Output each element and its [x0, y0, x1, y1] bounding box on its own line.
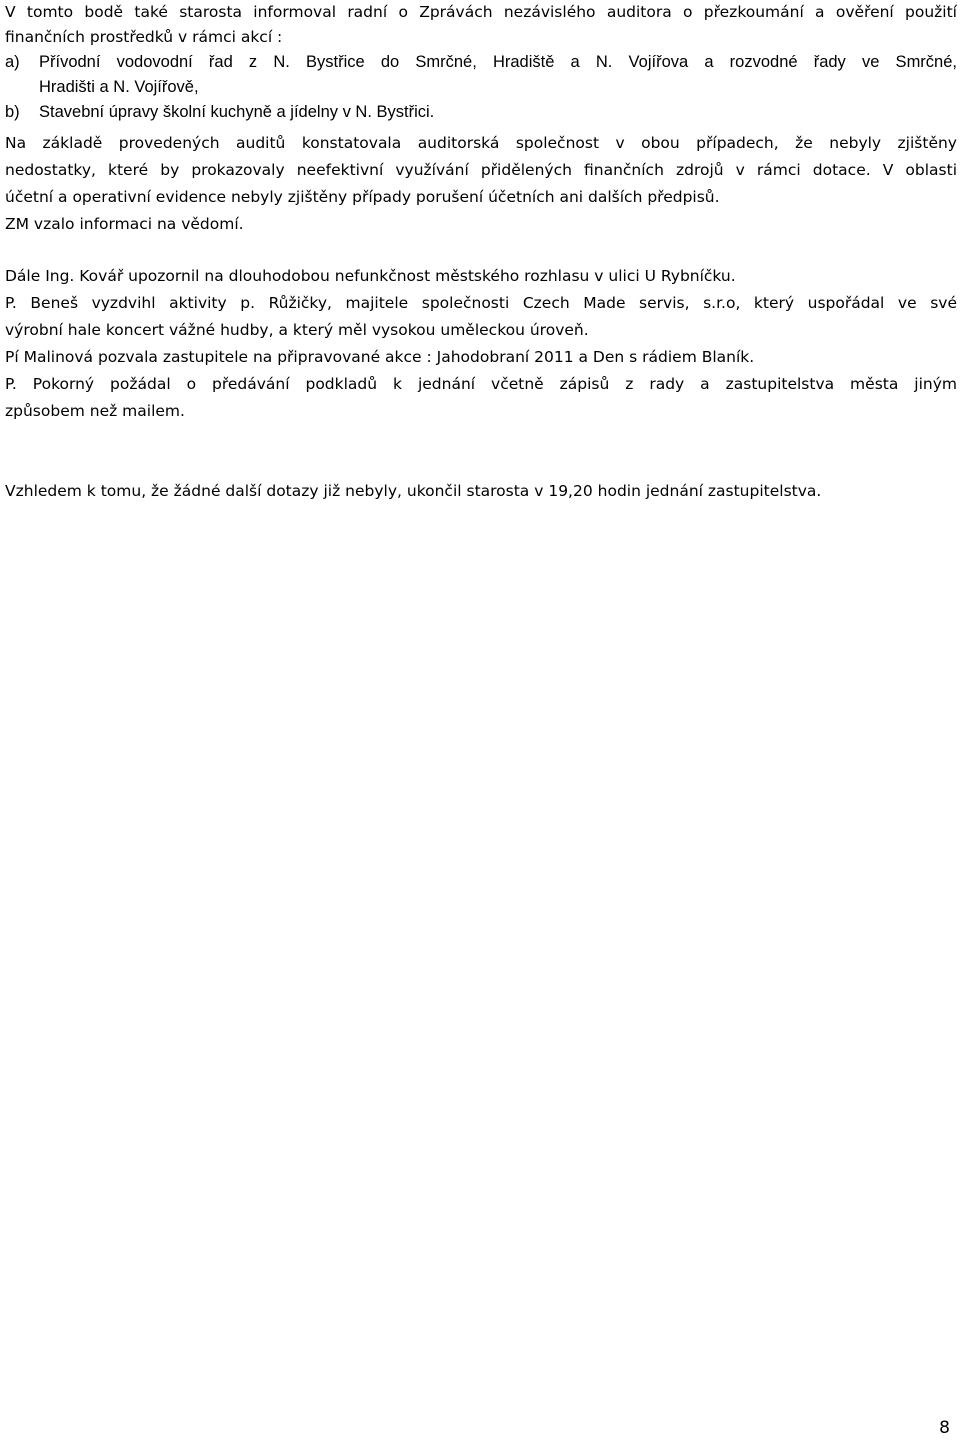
benes-line-1: P. Beneš vyzdvihl aktivity p. Růžičky, majitele společnosti Czech Made servis, s.r.o, který uspořádal ve své	[5, 294, 957, 312]
audit-line-1: Na základě provedených auditů konstatovala auditorská společnost v obou případech, že nebyly zjištěny	[5, 134, 957, 152]
closing-paragraph: Vzhledem k tomu, že žádné další dotazy již nebyly, ukončil starosta v 19,20 hodin jednání zastupitelstva.	[5, 482, 822, 500]
list-item-a-line-1: Přívodní vodovodní řad z N. Bystřice do Smrčné, Hradiště a N. Vojířova a rozvodné řady ve Smrčné,	[39, 53, 957, 71]
list-marker-b: b)	[5, 103, 20, 121]
list-item-b: Stavební úpravy školní kuchyně a jídelny v N. Bystřici.	[39, 103, 435, 121]
benes-line-2: výrobní hale koncert vážné hudby, a který měl vysokou uměleckou úroveň.	[5, 321, 589, 339]
audit-line-4: ZM vzalo informaci na vědomí.	[5, 215, 244, 233]
list-marker-a: a)	[5, 53, 20, 71]
pokorny-line-2: způsobem než mailem.	[5, 402, 185, 420]
list-item-a-line-2: Hradišti a N. Vojířově,	[39, 78, 199, 96]
malinova-paragraph: Pí Malinová pozvala zastupitele na připravované akce : Jahodobraní 2011 a Den s rádiem Blaník.	[5, 348, 755, 366]
page-number: 8	[939, 1418, 950, 1438]
kovar-paragraph: Dále Ing. Kovář upozornil na dlouhodobou nefunkčnost městského rozhlasu v ulici U Rybníčku.	[5, 267, 736, 285]
intro-line-1: V tomto bodě také starosta informoval radní o Zprávách nezávislého auditora o přezkoumání a ověření použití	[5, 3, 957, 21]
intro-line-2: finančních prostředků v rámci akcí :	[5, 28, 283, 46]
pokorny-line-1: P. Pokorný požádal o předávání podkladů k jednání včetně zápisů z rady a zastupitelstva města jiným	[5, 375, 957, 393]
audit-line-3: účetní a operativní evidence nebyly zjištěny případy porušení účetních ani dalších předpisů.	[5, 188, 720, 206]
audit-line-2: nedostatky, které by prokazovaly neefektivní využívání přidělených finančních zdrojů v rámci dotace. V oblasti	[5, 161, 957, 179]
